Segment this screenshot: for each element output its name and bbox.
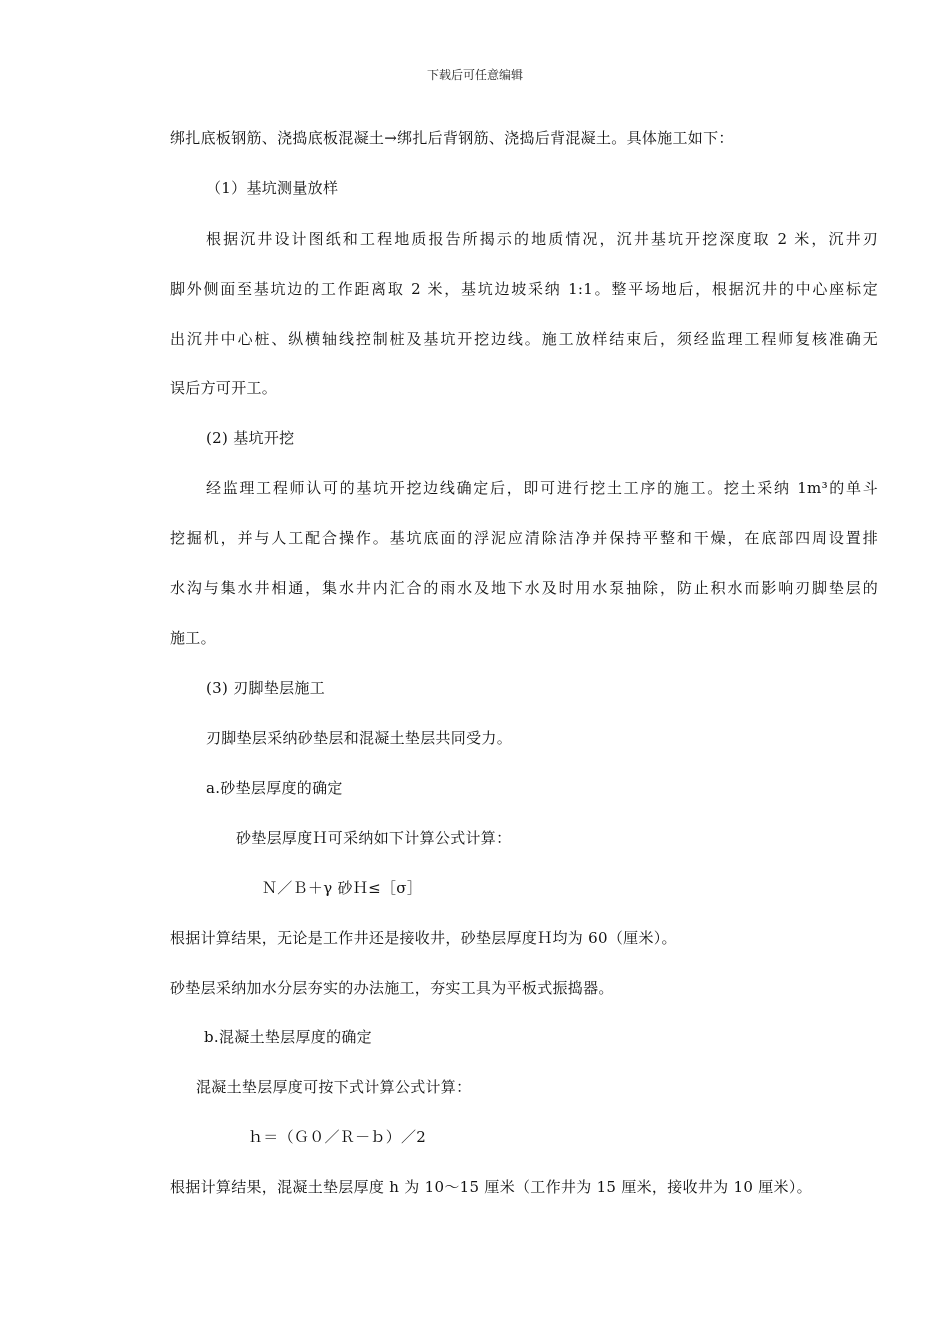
body-line: 混凝土垫层厚度可按下式计算公式计算： (196, 1078, 472, 1096)
formula: Ｎ／Ｂ＋γ 砂Ｈ≤［σ］ (262, 879, 423, 897)
body-line: 施工。 (170, 629, 216, 647)
formula: ｈ＝（Ｇ０／Ｒ－ｂ）／2 (248, 1128, 427, 1146)
body-line: 绑扎底板钢筋、浇捣底板混凝土→绑扎后背钢筋、浇捣后背混凝土。具体施工如下： (170, 129, 734, 147)
body-line: 砂垫层厚度Ｈ可采纳如下计算公式计算： (236, 829, 512, 847)
body-line: 根据计算结果，无论是工作井还是接收井，砂垫层厚度Ｈ均为 60（厘米）。 (170, 929, 677, 947)
subsection-heading: b.混凝土垫层厚度的确定 (204, 1028, 372, 1046)
body-line: 根据沉井设计图纸和工程地质报告所揭示的地质情况，沉井基坑开挖深度取 2 米，沉井刃 (206, 230, 878, 248)
body-line: 脚外侧面至基坑边的工作距离取 2 米，基坑边坡采纳 1:1。整平场地后，根据沉井的中心座标定 (170, 280, 878, 298)
body-line: 刃脚垫层采纳砂垫层和混凝土垫层共同受力。 (206, 729, 513, 747)
body-line: 出沉井中心桩、纵横轴线控制桩及基坑开挖边线。施工放样结束后，须经监理工程师复核准确无 (170, 330, 878, 348)
subsection-heading: a.砂垫层厚度的确定 (206, 779, 343, 797)
body-line: 砂垫层采纳加水分层夯实的办法施工，夯实工具为平板式振捣器。 (170, 979, 614, 997)
body-line: 挖掘机，并与人工配合操作。基坑底面的浮泥应清除洁净并保持平整和干燥，在底部四周设置排 (170, 529, 878, 547)
body-line: 根据计算结果，混凝土垫层厚度 h 为 10～15 厘米（工作井为 15 厘米，接收井为 10 厘米）。 (170, 1178, 812, 1196)
body-line: 经监理工程师认可的基坑开挖边线确定后，即可进行挖土工序的施工。挖土采纳 1m³的单斗 (206, 479, 878, 497)
section-heading: （1）基坑测量放样 (206, 179, 339, 197)
body-line: 误后方可开工。 (170, 379, 278, 397)
section-heading: (3) 刃脚垫层施工 (206, 679, 326, 697)
body-line: 水沟与集水井相通，集水井内汇合的雨水及地下水及时用水泵抽除，防止积水而影响刃脚垫层的 (170, 579, 878, 597)
page-header: 下载后可任意编辑 (426, 68, 523, 82)
section-heading: (2) 基坑开挖 (206, 429, 295, 447)
